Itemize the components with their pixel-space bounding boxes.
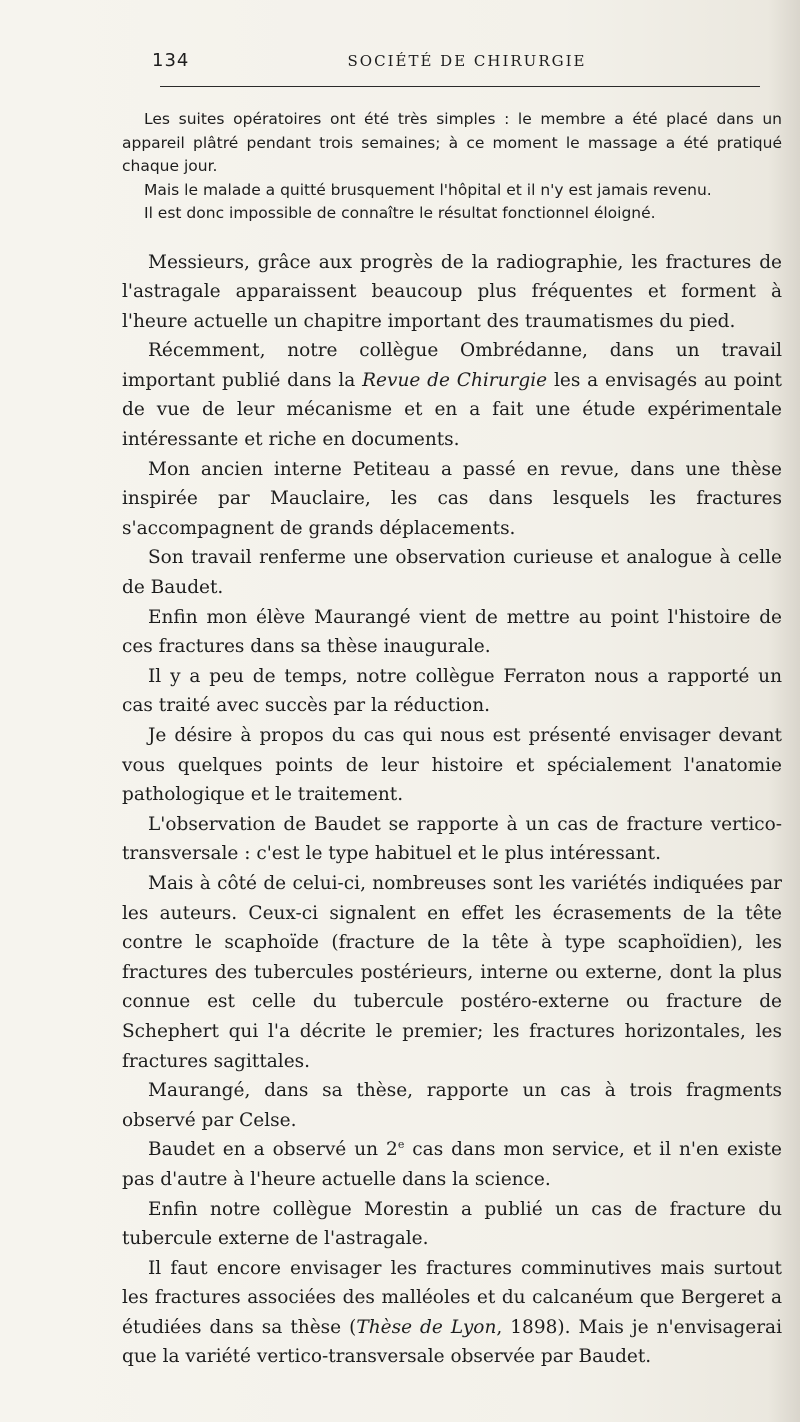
paragraph-final xyxy=(122,1254,782,1372)
text-run: cas dans mon service, et il n'en existe pas d'autre à l'heure actuelle dans la science. xyxy=(122,1139,783,1190)
page-header xyxy=(152,50,782,76)
text-run: les a envisagés au point de vue de leur mécanisme et en a fait une étude expérimentale intéressante et riche en documents. xyxy=(122,369,782,451)
paragraph: Enfin notre collègue Morestin a publié un cas de fracture du tubercule externe de l'astragale. xyxy=(122,1198,782,1250)
body-text xyxy=(122,108,782,1372)
paragraph: Son travail renferme une observation curieuse et analogue à celle de Baudet. xyxy=(122,547,782,599)
paragraph-recemment xyxy=(122,336,782,454)
text-run: Récemment, notre collègue Ombrédanne, dans un travail important publié dans la xyxy=(122,340,782,391)
paragraph: Messieurs, grâce aux progrès de la radiographie, les fractures de l'astragale apparaissent beaucoup plus fréquentes et forment à l'heure actuelle un chapitre important des traumatismes du pied. xyxy=(122,251,782,332)
paragraph: Maurangé, dans sa thèse, rapporte un cas à trois fragments observé par Celse. xyxy=(122,1080,782,1131)
paragraph: Il y a peu de temps, notre collègue Ferraton nous a rapporté un cas traité avec succès par la réduction. xyxy=(122,665,782,717)
text-run: Baudet en a observé un 2 xyxy=(148,1139,398,1161)
paragraph: L'observation de Baudet se rapporte à un cas de fracture vertico-transversale : c'est le type habituel et le plus intéressant. xyxy=(122,813,782,865)
running-title: SOCIÉTÉ DE CHIRURGIE xyxy=(347,52,587,70)
discussion-block xyxy=(122,248,782,1373)
paragraph: Enfin mon élève Maurangé vient de mettre au point l'histoire de ces fractures dans sa thèse inaugurale. xyxy=(122,606,782,658)
text-run: Il faut encore envisager les fractures comminutives mais surtout les fractures associées des malléoles et du calcanéum que Bergeret a étudiées dans sa thèse ( xyxy=(122,1257,782,1338)
paragraph: Je désire à propos du cas qui nous est présenté envisager devant vous quelques points de leur histoire et spécialement l'anatomie pathologique et le traitement. xyxy=(122,725,782,806)
observation-paragraph: Les suites opératoires ont été très simples : le membre a été placé dans un appareil plâtré pendant trois semaines; à ce moment le massage a été pratiqué chaque jour. xyxy=(122,110,782,175)
thesis-citation: Thèse de Lyon xyxy=(356,1316,497,1338)
observation-paragraph: Il est donc impossible de connaître le résultat fonctionnel éloigné. xyxy=(144,204,656,222)
page-number: 134 xyxy=(152,50,190,71)
paragraph: Mais à côté de celui-ci, nombreuses sont les variétés indiquées par les auteurs. Ceux-ci signalent en effet les écrasements de la tête contre le scaphoïde (fracture de la tête à type scaphoïdien), les fractures des tubercules postérieurs, interne ou externe, dont la plus connue est celle du tubercule postéro-externe ou fracture de Schephert qui l'a décrite le premier; les fractures horizontales, les fractures sagittales. xyxy=(122,872,782,1072)
observation-block xyxy=(122,108,782,226)
paragraph: Mon ancien interne Petiteau a passé en revue, dans une thèse inspirée par Mauclaire, les cas dans lesquels les fractures s'accompagnent de grands déplacements. xyxy=(122,458,782,539)
observation-paragraph: Mais le malade a quitté brusquement l'hôpital et il n'y est jamais revenu. xyxy=(144,180,712,199)
header-rule xyxy=(160,86,760,87)
text-run: , 1898). Mais je n'envisagerai que la variété vertico-transversale observée par Baudet. xyxy=(122,1316,782,1368)
ordinal-superscript: e xyxy=(397,1138,405,1152)
paragraph-baudet xyxy=(122,1135,782,1194)
journal-title: Revue de Chirurgie xyxy=(362,369,548,391)
